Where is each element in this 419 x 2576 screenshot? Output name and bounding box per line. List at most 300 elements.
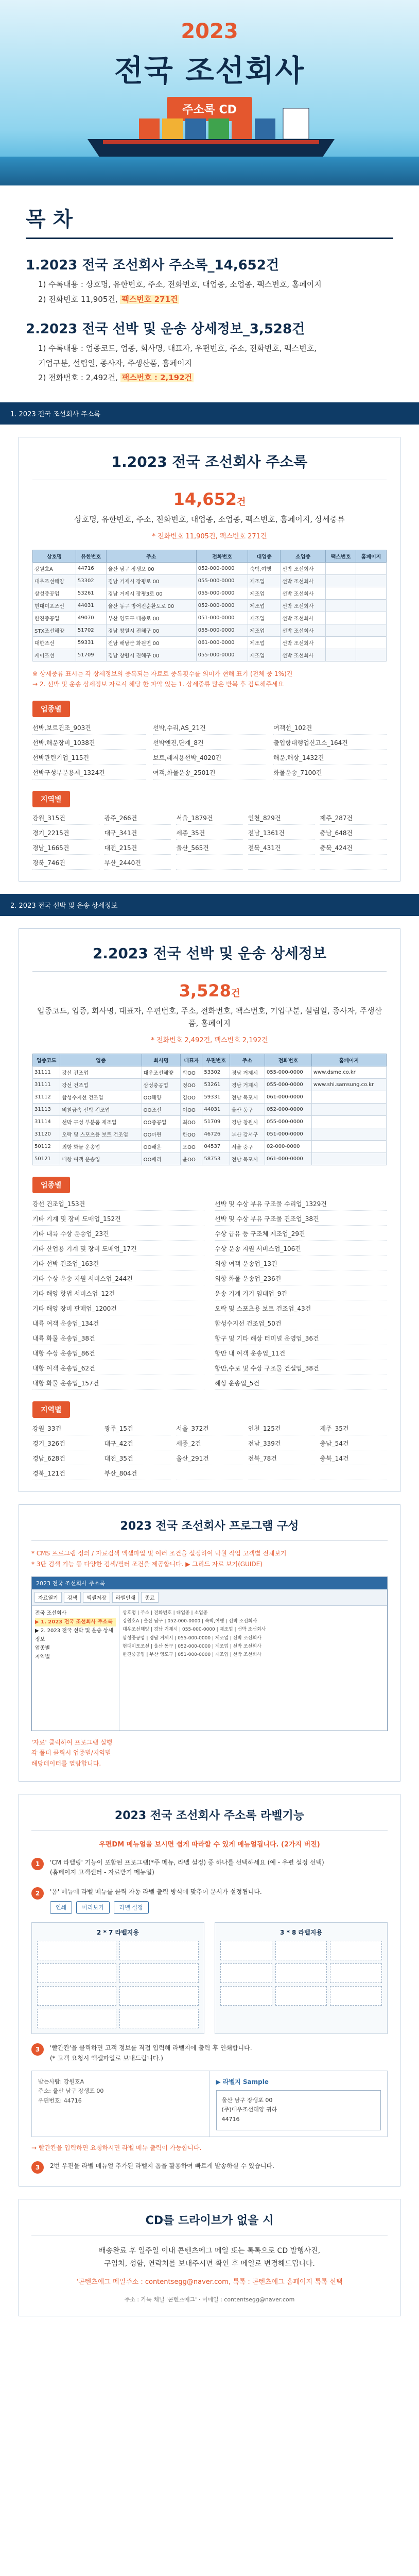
menu-button[interactable]: 검색 (64, 1592, 81, 1603)
table-cell: 경남 거제시 장평3로 00 (106, 587, 196, 599)
label-cell (37, 1986, 116, 2006)
cd-panel (19, 2199, 400, 2316)
industry-item: 항만 내 여객 운송업_11건 (215, 1349, 387, 1360)
table-cell: 055-000-0000 (196, 574, 248, 587)
table-cell: 제조업 (248, 649, 281, 661)
region-item: 울산_291건 (176, 1454, 243, 1465)
industry-item: 선박,보트건조_903건 (32, 723, 146, 735)
sea-waves (0, 157, 419, 185)
region-item: 서울_372건 (176, 1424, 243, 1435)
region-item: 대전_215건 (104, 843, 171, 855)
table-header-cell: 팩스번호 (326, 550, 356, 562)
count-unit: 건 (231, 988, 240, 999)
table-cell (311, 1116, 386, 1128)
region-item: 세종_35건 (176, 828, 243, 840)
section-1-bar: 1. 2023 전국 조선회사 주소록 (0, 402, 419, 425)
count-value: 3,528 (179, 981, 231, 1001)
step-number: 3 (31, 2043, 44, 2056)
print-button[interactable]: 인쇄 (50, 1901, 72, 1914)
table-cell: 전남 목포시 (230, 1153, 265, 1165)
industry-item: 기타 수상 운송 지원 서비스업_244건 (32, 1274, 204, 1285)
cd-title: CD를 드라이브가 없을 시 (31, 2212, 388, 2235)
region-item: 부산_2440건 (104, 858, 171, 870)
sample-address-label (216, 2090, 381, 2130)
section-2-fields: 업종코드, 업종, 회사명, 대표자, 우편번호, 주소, 전화번호, 팩스번호, 기업구분, 설립일, 종사자, 주생산품, 홈페이지 (37, 1006, 382, 1028)
industry-item: 기타 기계 및 장비 도매업_152건 (32, 1214, 204, 1226)
industry-item: 선박 및 수상 부유 구조물 건조업_38건 (215, 1214, 387, 1226)
industry-item: 출입항대행업신고소_164건 (273, 738, 387, 750)
table-cell: 44031 (202, 1104, 230, 1116)
table-cell: 052-000-0000 (196, 562, 248, 574)
table-cell: 055-000-0000 (265, 1116, 311, 1128)
sample-preview (210, 2071, 388, 2137)
grid-row[interactable]: 강원호A | 울산 남구 | 052-000-0000 | 숙박,여행 | 선박 조선회사 (123, 1619, 257, 1624)
table-cell: 이OO (181, 1104, 202, 1116)
region-item: 서울_1879건 (176, 814, 243, 825)
label-cell (119, 1963, 199, 1983)
step-1-sub: (홈페이지 고객센터 - 자료받기 메뉴얼) (50, 1869, 154, 1876)
step-2-line: '폼' 메뉴에 라벨 메뉴를 클릭 자동 라벨 출력 방식에 맞추어 문서가 설정됩니다. (50, 1888, 262, 1895)
table-cell (356, 649, 387, 661)
label-settings-button[interactable]: 라벨 설정 (114, 1901, 149, 1914)
label-cell (37, 1963, 116, 1983)
table-cell: 055-000-0000 (265, 1066, 311, 1079)
table-cell: 055-000-0000 (196, 624, 248, 636)
industry-item: 기타 선박 건조업_163건 (32, 1259, 204, 1270)
table-row (33, 636, 387, 649)
region-item (176, 1469, 243, 1480)
table-row (33, 649, 387, 661)
table-cell: 현대미포조선 (33, 599, 76, 612)
table-cell: 박OO (181, 1066, 202, 1079)
hero-banner (0, 0, 419, 185)
table-row (33, 1091, 387, 1104)
label-cell (275, 1963, 327, 1983)
menu-button[interactable]: 라벨인쇄 (112, 1592, 139, 1603)
table-cell: 53261 (76, 587, 106, 599)
addr-line-1: 울산 남구 장생포 00 (221, 2096, 273, 2104)
step-2-text (50, 1887, 262, 1914)
table-cell: 울산 남구 장생포 00 (106, 562, 196, 574)
table-header-cell: 주소 (106, 550, 196, 562)
region-item: 경남_628건 (32, 1454, 99, 1465)
section-1-fields: 상호명, 유한번호, 주소, 전화번호, 대업종, 소업종, 팩스번호, 홈페이지, 상세중류 (74, 514, 345, 524)
region-pill: 지역별 (32, 791, 70, 807)
table-cell: 제조업 (248, 574, 281, 587)
region-item (320, 1469, 387, 1480)
table-cell: 대우조선해양 (33, 574, 76, 587)
label-cell (275, 1941, 327, 1960)
grid-row[interactable]: 현대미포조선 | 울산 동구 | 052-000-0000 | 제조업 | 선박 조선회사 (123, 1643, 261, 1649)
region-list (32, 814, 387, 870)
table-cell: 오락 및 스포츠용 보트 건조업 (60, 1128, 142, 1141)
cd-highlight: '콘텐츠에그 메일주소 : contentsegg@naver.com, 톡톡 : 콘텐츠에그 홈페이지 톡톡 선택 (76, 2278, 343, 2286)
warning-line-2: → 2. 선박 및 운송 상세정보 자료시 해당 한 파악 있는 1. 상세중류 많은 반복 후 검토해주세요 (32, 680, 284, 688)
region-item: 광주_15건 (104, 1424, 171, 1435)
table-cell: 내항 여객 운송업 (60, 1153, 142, 1165)
step-number: 2 (31, 1887, 44, 1900)
table-cell: 강선 건조업 (60, 1066, 142, 1079)
region-item: 대구_42건 (104, 1439, 171, 1450)
table-cell: 50121 (33, 1153, 60, 1165)
industry-item: 내륙 화물 운송업_38건 (32, 1334, 204, 1345)
toc-section-2-line2 (38, 372, 393, 384)
section-2-count (32, 981, 387, 1001)
sample-recipient[interactable]: 받는사람: 강원호A (38, 2078, 84, 2085)
label-sheet-2x7 (31, 1922, 204, 2034)
table-cell: 케이조선 (33, 649, 76, 661)
region-item: 세종_2건 (176, 1439, 243, 1450)
label-cell (275, 1986, 327, 2006)
table-row (33, 1104, 387, 1116)
region-item: 충남_648건 (320, 828, 387, 840)
table-cell: 전남 해남군 화원면 00 (106, 636, 196, 649)
section-2-panel (19, 928, 400, 1492)
table-header-cell: 홈페이지 (356, 550, 387, 562)
callout-3: 해당데이터를 열람합니다. (31, 1759, 101, 1767)
label-cells (220, 1941, 382, 2006)
region-item: 충남_54건 (320, 1439, 387, 1450)
label-step-1 (31, 1858, 388, 1877)
grid-row[interactable]: 한진중공업 | 부산 영도구 | 051-000-0000 | 제조업 | 선박 조선회사 (123, 1652, 261, 1657)
count-value: 14,652 (173, 489, 237, 509)
tree-item[interactable]: ▶ 1. 2023 전국 조선회사 주소록 (35, 1618, 116, 1626)
table-cell (356, 562, 387, 574)
industry-item: 내항 화물 운송업_157건 (32, 1379, 204, 1390)
table-cell: 경남 창원시 진해구 00 (106, 624, 196, 636)
callout-2: 각 폴더 클릭시 업종별/지역별 (31, 1749, 111, 1757)
table-header-cell: 대업종 (248, 550, 281, 562)
table-cell: 제조업 (248, 624, 281, 636)
table-cell: 53261 (202, 1079, 230, 1091)
table-cell: 서울 중구 (230, 1141, 265, 1153)
addr-line-3: 44716 (221, 2116, 240, 2123)
industry-item: 기타 내륙 수상 운송업_23건 (32, 1229, 204, 1241)
industry-item: 합성수지선 건조업_50건 (215, 1319, 387, 1330)
table-cell: 선박 조선회사 (281, 587, 326, 599)
region-list (32, 1424, 387, 1480)
section-2-title: 2.2023 전국 선박 및 운송 상세정보 (32, 942, 387, 972)
table-cell: 051-000-0000 (265, 1128, 311, 1141)
region-item (320, 858, 387, 870)
program-notes (31, 1548, 388, 1569)
table-cell: 선박 조선회사 (281, 599, 326, 612)
table-cell: 오OO (181, 1141, 202, 1153)
section-2-note: * 전화번호 2,492건, 팩스번호 2,192건 (151, 1037, 268, 1045)
table-cell: 부산 영도구 태종로 00 (106, 612, 196, 624)
table-cell: 제조업 (248, 612, 281, 624)
tree-item[interactable]: 업종별 (35, 1646, 50, 1652)
table-of-contents (0, 185, 419, 402)
table-header-cell: 우편번호 (202, 1054, 230, 1066)
step-3-text (50, 2043, 252, 2063)
label-cell (119, 2009, 199, 2028)
table-cell: 061-000-0000 (265, 1091, 311, 1104)
section-2-sample-table (32, 1054, 387, 1165)
region-item: 경기_326건 (32, 1439, 99, 1450)
table-cell (356, 599, 387, 612)
region-item: 제주_287건 (320, 814, 387, 825)
section-1-count (32, 489, 387, 509)
folder-tree (32, 1606, 119, 1731)
table-cell: 51702 (76, 624, 106, 636)
region-item: 경기_2215건 (32, 828, 99, 840)
tree-item[interactable]: 지역별 (35, 1654, 50, 1660)
table-cell: 31120 (33, 1128, 60, 1141)
table-cell: 합성수지선 건조업 (60, 1091, 142, 1104)
sample-input-fields (32, 2071, 210, 2137)
table-cell (311, 1091, 386, 1104)
table-cell: 061-000-0000 (196, 636, 248, 649)
sample-zip[interactable]: 우편번호: 44716 (38, 2097, 82, 2105)
table-cell: 055-000-0000 (196, 649, 248, 661)
region-item (248, 1469, 315, 1480)
label-panel (19, 1794, 400, 2187)
table-header-cell: 회사명 (142, 1054, 181, 1066)
addr-line-2: (주)대우조선해양 귀하 (221, 2106, 277, 2113)
grid-row[interactable]: 삼성중공업 | 경남 거제시 | 055-000-0000 | 제조업 | 선박 조선회사 (123, 1635, 261, 1641)
cd-footnote: 주소 : 카톡 채널 '콘텐츠에그' · 이메일 : contentsegg@naver.com (124, 2296, 295, 2303)
table-cell: 51709 (202, 1116, 230, 1128)
industry-item: 화물운송_7100건 (273, 768, 387, 779)
label-title: 2023 전국 조선회사 주소록 라벨기능 (31, 1807, 388, 1831)
hero-year: 2023 (181, 20, 238, 43)
industry-item: 항구 및 기타 해상 터미널 운영업_36건 (215, 1334, 387, 1345)
toc-section-1 (26, 255, 393, 305)
step-3-sub: (* 고객 요청시 엑셀파일로 보내드립니다.) (50, 2054, 163, 2062)
label-cell (119, 1941, 199, 1960)
industry-item: 선박,수리,AS_21건 (153, 723, 266, 735)
industry-item: 항만,수로 및 수상 구조물 건설업_38건 (215, 1364, 387, 1375)
grid-row[interactable]: 상호명 | 주소 | 전화번호 | 대업종 | 소업종 (123, 1611, 208, 1616)
toc2-line2-pre: 2) 전화번호 : 2,492건, (38, 373, 120, 382)
table-cell: 052-000-0000 (265, 1104, 311, 1116)
table-header-cell: 전화번호 (196, 550, 248, 562)
window-menu (32, 1589, 387, 1606)
table-row (33, 624, 387, 636)
label-step-3 (31, 2043, 388, 2063)
cd-desc-2: 구입처, 성함, 연락처를 보내주시면 확인 후 메일로 변경해드립니다. (104, 2260, 315, 2268)
table-cell: OO해양 (142, 1091, 181, 1104)
cd-description (31, 2245, 388, 2270)
industry-item: 선박구성부분용제_1324건 (32, 768, 146, 779)
table-cell: 부산 강서구 (230, 1128, 265, 1141)
industry-item: 외항 여객 운송업_13건 (215, 1259, 387, 1270)
table-header-cell: 대표자 (181, 1054, 202, 1066)
cd-desc-1: 배송완료 후 일주일 이내 콘텐츠에그 메일 또는 톡톡으로 CD 발행사진, (98, 2246, 321, 2255)
tree-item[interactable]: 전국 조선회사 (35, 1611, 67, 1617)
table-cell: 31111 (33, 1066, 60, 1079)
industry-list (32, 1199, 387, 1390)
region-item: 제주_35건 (320, 1424, 387, 1435)
table-cell: 061-000-0000 (265, 1153, 311, 1165)
toc-heading: 목 차 (26, 203, 393, 239)
table-cell: 한OO (181, 1128, 202, 1141)
table-header-cell: 업종 (60, 1054, 142, 1066)
table-cell: 대한조선 (33, 636, 76, 649)
table-cell: 04537 (202, 1141, 230, 1153)
table-cell: 강원호A (33, 562, 76, 574)
table-cell: 055-000-0000 (196, 587, 248, 599)
region-item: 인천_829건 (248, 814, 315, 825)
table-cell (311, 1141, 386, 1153)
region-item: 울산_565건 (176, 843, 243, 855)
industry-item: 외항 화물 운송업_236건 (215, 1274, 387, 1285)
step-1-line: 'CM 라벨링' 기능이 포함된 프로그램(*주 메뉴, 라벨 설정) 중 하나를 선택하세요 (예 - 우편 설정 선택) (50, 1859, 324, 1867)
label-cell (37, 1941, 116, 1960)
section-1-panel (19, 437, 400, 882)
table-cell: 051-000-0000 (196, 612, 248, 624)
table-cell (311, 1128, 386, 1141)
label-cell (330, 1963, 382, 1983)
toc-line2-highlight: 팩스번호 271건 (120, 295, 179, 304)
section-1-title: 1.2023 전국 조선회사 주소록 (32, 451, 387, 480)
table-header-cell: 소업종 (281, 550, 326, 562)
label-sample-box (31, 2071, 388, 2137)
table-row (33, 1153, 387, 1165)
step-number: 3 (31, 2161, 44, 2174)
table-cell: 46726 (202, 1128, 230, 1141)
industry-item: 보트,레저용선박_4020건 (153, 753, 266, 765)
label-intro: 우편DM 메뉴얼을 보시면 쉽게 따라할 수 있게 메뉴얼됩니다. (2가지 버전) (99, 1841, 320, 1849)
industry-item: 선박,해운장비_1038건 (32, 738, 146, 750)
table-cell: 49070 (76, 612, 106, 624)
hero-title: 전국 조선회사 (114, 53, 305, 88)
menu-button[interactable]: 종료 (141, 1592, 158, 1603)
industry-item: 내항 여객 운송업_62건 (32, 1364, 204, 1375)
menu-button[interactable]: 자료열기 (34, 1592, 62, 1603)
tree-item[interactable]: ▶ 2. 2023 전국 선박 및 운송 상세정보 (35, 1628, 113, 1643)
table-header-cell: 홈페이지 (311, 1054, 386, 1066)
toc-section-2 (26, 318, 393, 384)
region-item: 대전_35건 (104, 1454, 171, 1465)
region-item: 대구_341건 (104, 828, 171, 840)
table-cell (356, 636, 387, 649)
table-cell: 선박 조선회사 (281, 636, 326, 649)
table-cell: 선박 조선회사 (281, 612, 326, 624)
table-cell (326, 624, 356, 636)
table-row (33, 599, 387, 612)
table-cell (356, 624, 387, 636)
industry-item: 여객선_102건 (273, 723, 387, 735)
program-panel (19, 1504, 400, 1782)
table-cell: 한진중공업 (33, 612, 76, 624)
sample-address[interactable]: 주소: 울산 남구 장생포 00 (38, 2088, 104, 2095)
table-cell: 외항 화물 운송업 (60, 1141, 142, 1153)
industry-item: 해운,해상_1432건 (273, 753, 387, 765)
table-cell: 강선 건조업 (60, 1079, 142, 1091)
table-row (33, 612, 387, 624)
step-1-text (50, 1858, 324, 1877)
step-number: 1 (31, 1858, 44, 1870)
table-cell: 김OO (181, 1091, 202, 1104)
table-cell: 최OO (181, 1116, 202, 1128)
program-note-1: * CMS 프로그램 정의 / 자료검색 엑셀파일 및 여러 조건을 설정하여 탁월 작업 고객별 전체보기 (31, 1550, 287, 1557)
table-cell (356, 574, 387, 587)
table-cell (311, 1104, 386, 1116)
label-step-4 (31, 2161, 388, 2174)
window-body (32, 1606, 387, 1731)
step-4-line: 2번 우편물 라벨 메뉴얼 추가된 라벨지 폼을 활용하여 빠르게 발송하실 수 있습니다. (50, 2162, 274, 2170)
grid-row[interactable]: 대우조선해양 | 경남 거제시 | 055-000-0000 | 제조업 | 선박 조선회사 (123, 1627, 266, 1633)
program-callouts (31, 1737, 388, 1769)
section-2-bar: 2. 2023 전국 선박 및 운송 상세정보 (0, 894, 419, 916)
industry-item: 수상 운송 지원 서비스업_106건 (215, 1244, 387, 1256)
region-item: 충북_424건 (320, 843, 387, 855)
table-cell (356, 587, 387, 599)
table-cell (326, 562, 356, 574)
table-cell: 51709 (76, 649, 106, 661)
table-cell: 숙박,여행 (248, 562, 281, 574)
table-row (33, 562, 387, 574)
section-1-note: * 전화번호 11,905건, 팩스번호 271건 (152, 532, 267, 540)
table-cell: OO마린 (142, 1128, 181, 1141)
table-cell: 선박 조선회사 (281, 624, 326, 636)
region-item: 전남_1361건 (248, 828, 315, 840)
table-cell (326, 599, 356, 612)
table-cell: OO해운 (142, 1141, 181, 1153)
table-cell: 02-000-0000 (265, 1141, 311, 1153)
table-cell: 전남 목포시 (230, 1091, 265, 1104)
region-item: 전남_339건 (248, 1439, 315, 1450)
program-window (31, 1577, 388, 1731)
toc-section-1-line1: 1) 수록내용 : 상호명, 유한번호, 주소, 전화번호, 대업종, 소업종, 팩스번호, 홈페이지 (38, 280, 322, 289)
industry-item: 오락 및 스포츠용 보트 건조업_43건 (215, 1304, 387, 1315)
toc-section-2-line1: 1) 수록내용 : 업종코드, 업종, 회사명, 대표자, 우편번호, 주소, 전화번호, 팩스번호, (38, 344, 317, 353)
table-cell: 선박 조선회사 (281, 574, 326, 587)
table-cell: 경남 창원시 (230, 1116, 265, 1128)
region-item: 강원_315건 (32, 814, 99, 825)
table-cell: 052-000-0000 (196, 599, 248, 612)
table-row (33, 587, 387, 599)
table-cell: 53302 (76, 574, 106, 587)
data-grid (119, 1606, 387, 1731)
label-step-2 (31, 1887, 388, 1914)
table-row (33, 1066, 387, 1079)
menu-button[interactable]: 엑셀저장 (83, 1592, 110, 1603)
table-cell (326, 587, 356, 599)
region-item: 광주_266건 (104, 814, 171, 825)
industry-item: 선박엔진,단계_8건 (153, 738, 266, 750)
toc-section-1-line2 (38, 294, 393, 306)
label-cell (37, 2009, 116, 2028)
table-cell (326, 649, 356, 661)
table-cell: 울산 동구 (230, 1104, 265, 1116)
table-row (33, 1079, 387, 1091)
preview-button[interactable]: 미리보기 (76, 1901, 110, 1914)
industry-list (32, 723, 387, 779)
table-cell: 비철금속 선박 건조업 (60, 1104, 142, 1116)
region-item (176, 858, 243, 870)
table-cell: 경남 거제시 장평로 00 (106, 574, 196, 587)
label-cell (119, 1986, 199, 2006)
label-hint: → 빨간칸을 입력하면 요청하시면 라벨 메뉴 출력이 가능합니다. (31, 2144, 202, 2151)
industry-item: 내항 수상 운송업_86건 (32, 1349, 204, 1360)
sample-title: ▶ 라벨지 Sample (216, 2078, 269, 2086)
label-cell (220, 1963, 272, 1983)
table-cell: 선박 조선회사 (281, 649, 326, 661)
table-cell (326, 636, 356, 649)
label-cell (330, 1941, 382, 1960)
toc-section-2-line1b: 기업구분, 설립일, 종사자, 주생산품, 홈페이지 (38, 358, 192, 368)
industry-item: 기타 산업용 기계 및 장비 도매업_17건 (32, 1244, 204, 1256)
table-cell: 50112 (33, 1141, 60, 1153)
table-cell (326, 612, 356, 624)
table-header-cell: 업종코드 (33, 1054, 60, 1066)
industry-item: 선박관련기업_115건 (32, 753, 146, 765)
table-cell: OO중공업 (142, 1116, 181, 1128)
industry-item: 수상 급유 등 구조체 제조업_29건 (215, 1229, 387, 1241)
